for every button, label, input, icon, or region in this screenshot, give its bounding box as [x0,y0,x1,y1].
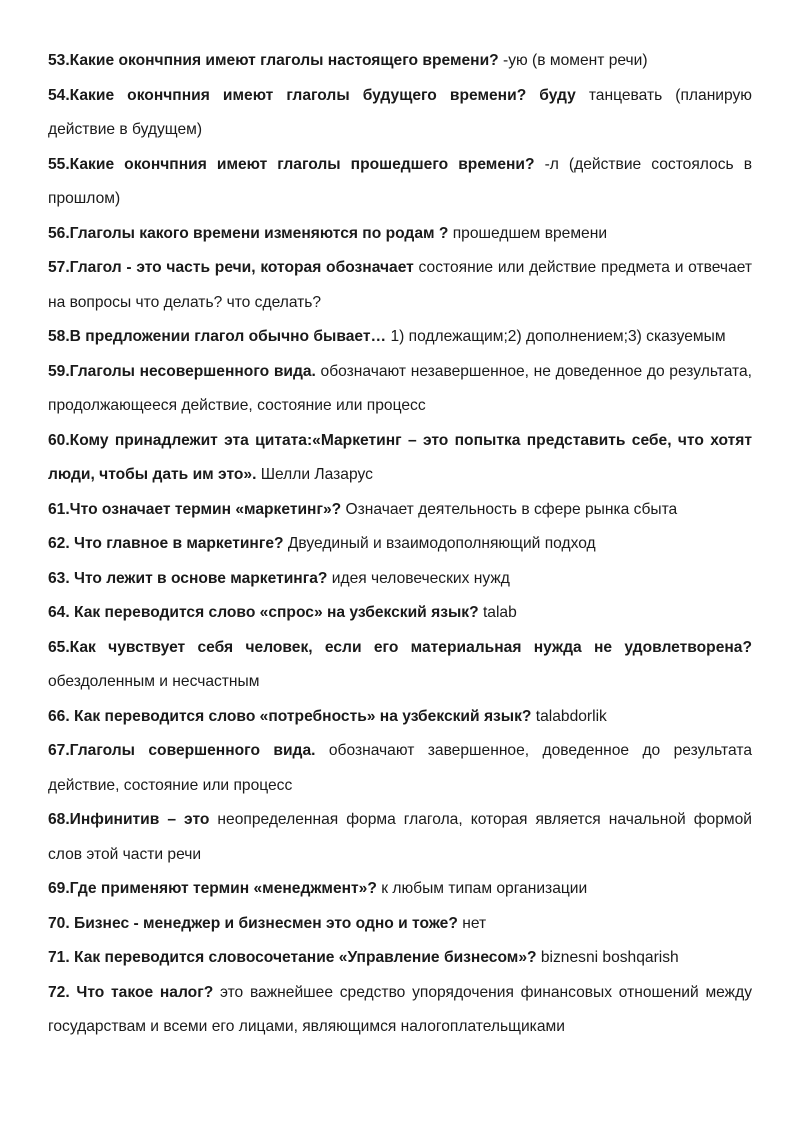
question-text: 60.Кому принадлежит эта цитата:«Маркетинг – это попытка представить себе, что хотят люди, чтобы дать им это». [48,431,752,483]
qa-item-64 [48,596,752,631]
question-text: 68.Инфинитив – это [48,811,210,828]
question-text: 55.Какие окончпния имеют глаголы прошедшего времени? [48,155,535,173]
answer-text: нет [457,914,487,932]
question-text: 61.Что означает термин «маркетинг»? [48,500,342,518]
answer-text: Шелли Лазарус [256,466,373,483]
answer-text: Двуединый и взаимодополняющий подход [283,535,596,552]
question-text: 57.Глагол - это часть речи, которая обозначает [48,259,414,276]
answer-text: talabdorlik [531,707,607,725]
question-text: 62. Что главное в маркетинге? [48,535,284,552]
question-text: 58.В предложении глагол обычно бывает… [48,328,387,345]
qa-item-67 [48,734,752,803]
qa-item-53 [48,44,752,79]
question-text: 69.Где применяют термин «менеджмент»? [48,880,377,897]
question-text: 67.Глаголы совершенного вида. [48,742,316,759]
answer-text: Означает деятельность в сфере рынка сбыта [341,500,678,518]
answer-text: -ую (в момент речи) [498,52,648,69]
question-text: 64. Как переводится слово «спрос» на узбекский язык? [48,604,479,621]
answer-text: неопределенная форма глагола, которая является начальной формой слов этой части речи [48,811,752,863]
qa-item-63 [48,562,752,597]
question-text: 53.Какие окончпния имеют глаголы настоящего времени? [48,52,499,69]
answer-text: обозначают завершенное, доведенное до результата действие, состояние или процесс [48,742,752,794]
answer-text: 1) подлежащим;2) дополнением;3) сказуемым [386,328,726,345]
qa-item-61 [48,493,752,528]
question-text: 63. Что лежит в основе маркетинга? [48,569,328,587]
answer-text: это важнейшее средство упорядочения финансовых отношений между государствам и всеми его лицами, являющимся налогоплательщиками [48,983,753,1035]
qa-item-72 [48,976,752,1045]
question-text: 66. Как переводится слово «потребность» на узбекский язык? [48,707,532,725]
question-text: 70. Бизнес - менеджер и бизнесмен это одно и тоже? [48,914,458,932]
qa-item-62 [48,527,752,562]
qa-item-58 [48,320,752,355]
qa-item-57 [48,251,752,320]
answer-text: прошедшем времени [448,224,608,242]
answer-text: обездоленным и несчастным [48,673,260,690]
answer-text: обозначают незавершенное, не доведенное до результата, продолжающееся действие, состояние или процесс [48,362,752,414]
answer-text: танцевать (планирую действие в будущем) [48,86,752,138]
qa-item-56 [48,217,752,252]
question-text: 71. Как переводится словосочетание «Управление бизнесом»? [48,949,537,966]
qa-item-68 [48,803,752,872]
document-page [48,44,752,1045]
question-text: 72. Что такое налог? [48,983,214,1001]
qa-item-66 [48,700,752,735]
answer-text: -л (действие состоялось в прошлом) [48,155,752,207]
qa-item-55 [48,148,752,217]
answer-text: состояние или действие предмета и отвечает на вопросы что делать? что сделать? [48,259,752,311]
question-text: 54.Какие окончпния имеют глаголы будущего времени? буду [48,86,576,104]
answer-text: к любым типам организации [376,880,588,897]
qa-item-71 [48,941,752,976]
qa-item-69 [48,872,752,907]
answer-text: biznesni boshqarish [536,949,679,966]
question-text: 65.Как чувствует себя человек, если его материальная нужда не удовлетворена? [48,638,752,656]
question-text: 59.Глаголы несовершенного вида. [48,362,316,380]
qa-item-70 [48,907,752,942]
qa-item-60 [48,424,752,493]
question-text: 56.Глаголы какого времени изменяются по родам ? [48,224,449,242]
qa-item-59 [48,355,752,424]
answer-text: идея человеческих нужд [327,569,510,587]
qa-item-54 [48,79,752,148]
qa-item-65 [48,631,752,700]
answer-text: talab [478,604,517,621]
